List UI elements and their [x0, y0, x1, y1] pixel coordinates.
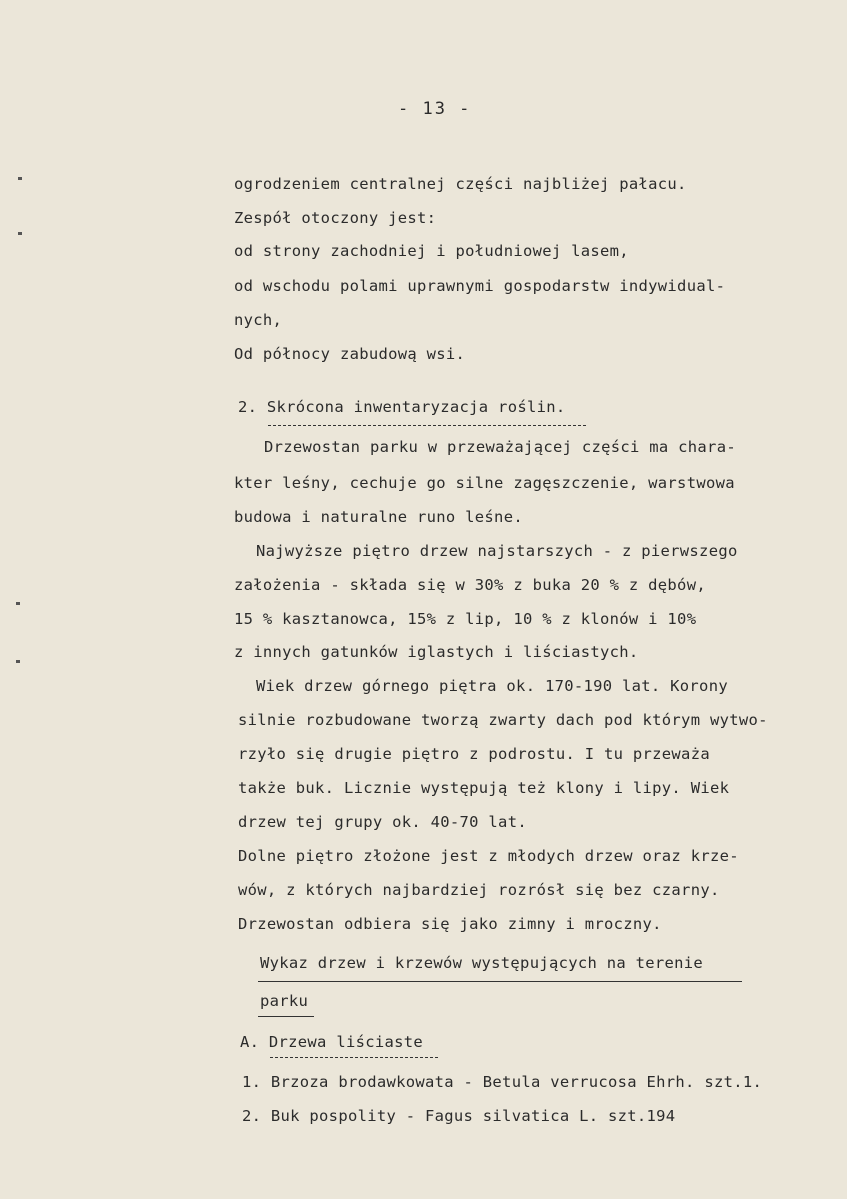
margin-mark [16, 660, 20, 663]
text-line: założenia - składa się w 30% z buka 20 % z dębów, [234, 576, 706, 594]
list-heading-continued: parku [260, 992, 309, 1010]
margin-mark [16, 602, 20, 605]
margin-mark [18, 177, 22, 180]
section-heading: 2. Skrócona inwentaryzacja roślin. [238, 398, 566, 416]
subsection-heading-underline [270, 1057, 438, 1058]
list-heading-underline [258, 981, 742, 982]
text-line: kter leśny, cechuje go silne zagęszczenie, warstwowa [234, 474, 735, 492]
list-heading: Wykaz drzew i krzewów występujących na terenie [260, 954, 704, 972]
text-line: drzew tej grupy ok. 40-70 lat. [238, 813, 527, 831]
text-line: ogrodzeniem centralnej części najbliżej pałacu. [234, 175, 687, 193]
list-heading-underline-2 [258, 1016, 314, 1017]
text-line: także buk. Licznie występują też klony i lipy. Wiek [238, 779, 730, 797]
text-line: 15 % kasztanowca, 15% z lip, 10 % z klonów i 10% [234, 610, 697, 628]
text-line: Najwyższe piętro drzew najstarszych - z pierwszego [256, 542, 738, 560]
text-line: wów, z których najbardziej rozrósł się bez czarny. [238, 881, 720, 899]
list-item: 1. Brzoza brodawkowata - Betula verrucosa Ehrh. szt.1. [242, 1073, 763, 1091]
text-line: rzyło się drugie piętro z podrostu. I tu przeważa [238, 745, 710, 763]
text-line: Wiek drzew górnego piętra ok. 170-190 lat. Korony [256, 677, 728, 695]
section-heading-underline [268, 425, 586, 426]
subsection-heading: A. Drzewa liściaste [240, 1033, 424, 1051]
text-line: silnie rozbudowane tworzą zwarty dach pod którym wytwo- [238, 711, 768, 729]
text-line: Od północy zabudową wsi. [234, 345, 466, 363]
text-line: od strony zachodniej i południowej lasem, [234, 242, 629, 260]
margin-mark [18, 232, 22, 235]
text-line: Zespół otoczony jest: [234, 209, 437, 227]
text-line: Drzewostan odbiera się jako zimny i mroczny. [238, 915, 662, 933]
text-line: budowa i naturalne runo leśne. [234, 508, 523, 526]
text-line: z innych gatunków iglastych i liściastych. [234, 643, 639, 661]
list-item: 2. Buk pospolity - Fagus silvatica L. szt.194 [242, 1107, 676, 1125]
page-number: - 13 - [398, 99, 472, 119]
text-line: Dolne piętro złożone jest z młodych drzew oraz krze- [238, 847, 739, 865]
text-line: nych, [234, 311, 283, 329]
text-line: od wschodu polami uprawnymi gospodarstw indywidual- [234, 277, 726, 295]
text-line: Drzewostan parku w przeważającej części ma chara- [264, 438, 736, 456]
